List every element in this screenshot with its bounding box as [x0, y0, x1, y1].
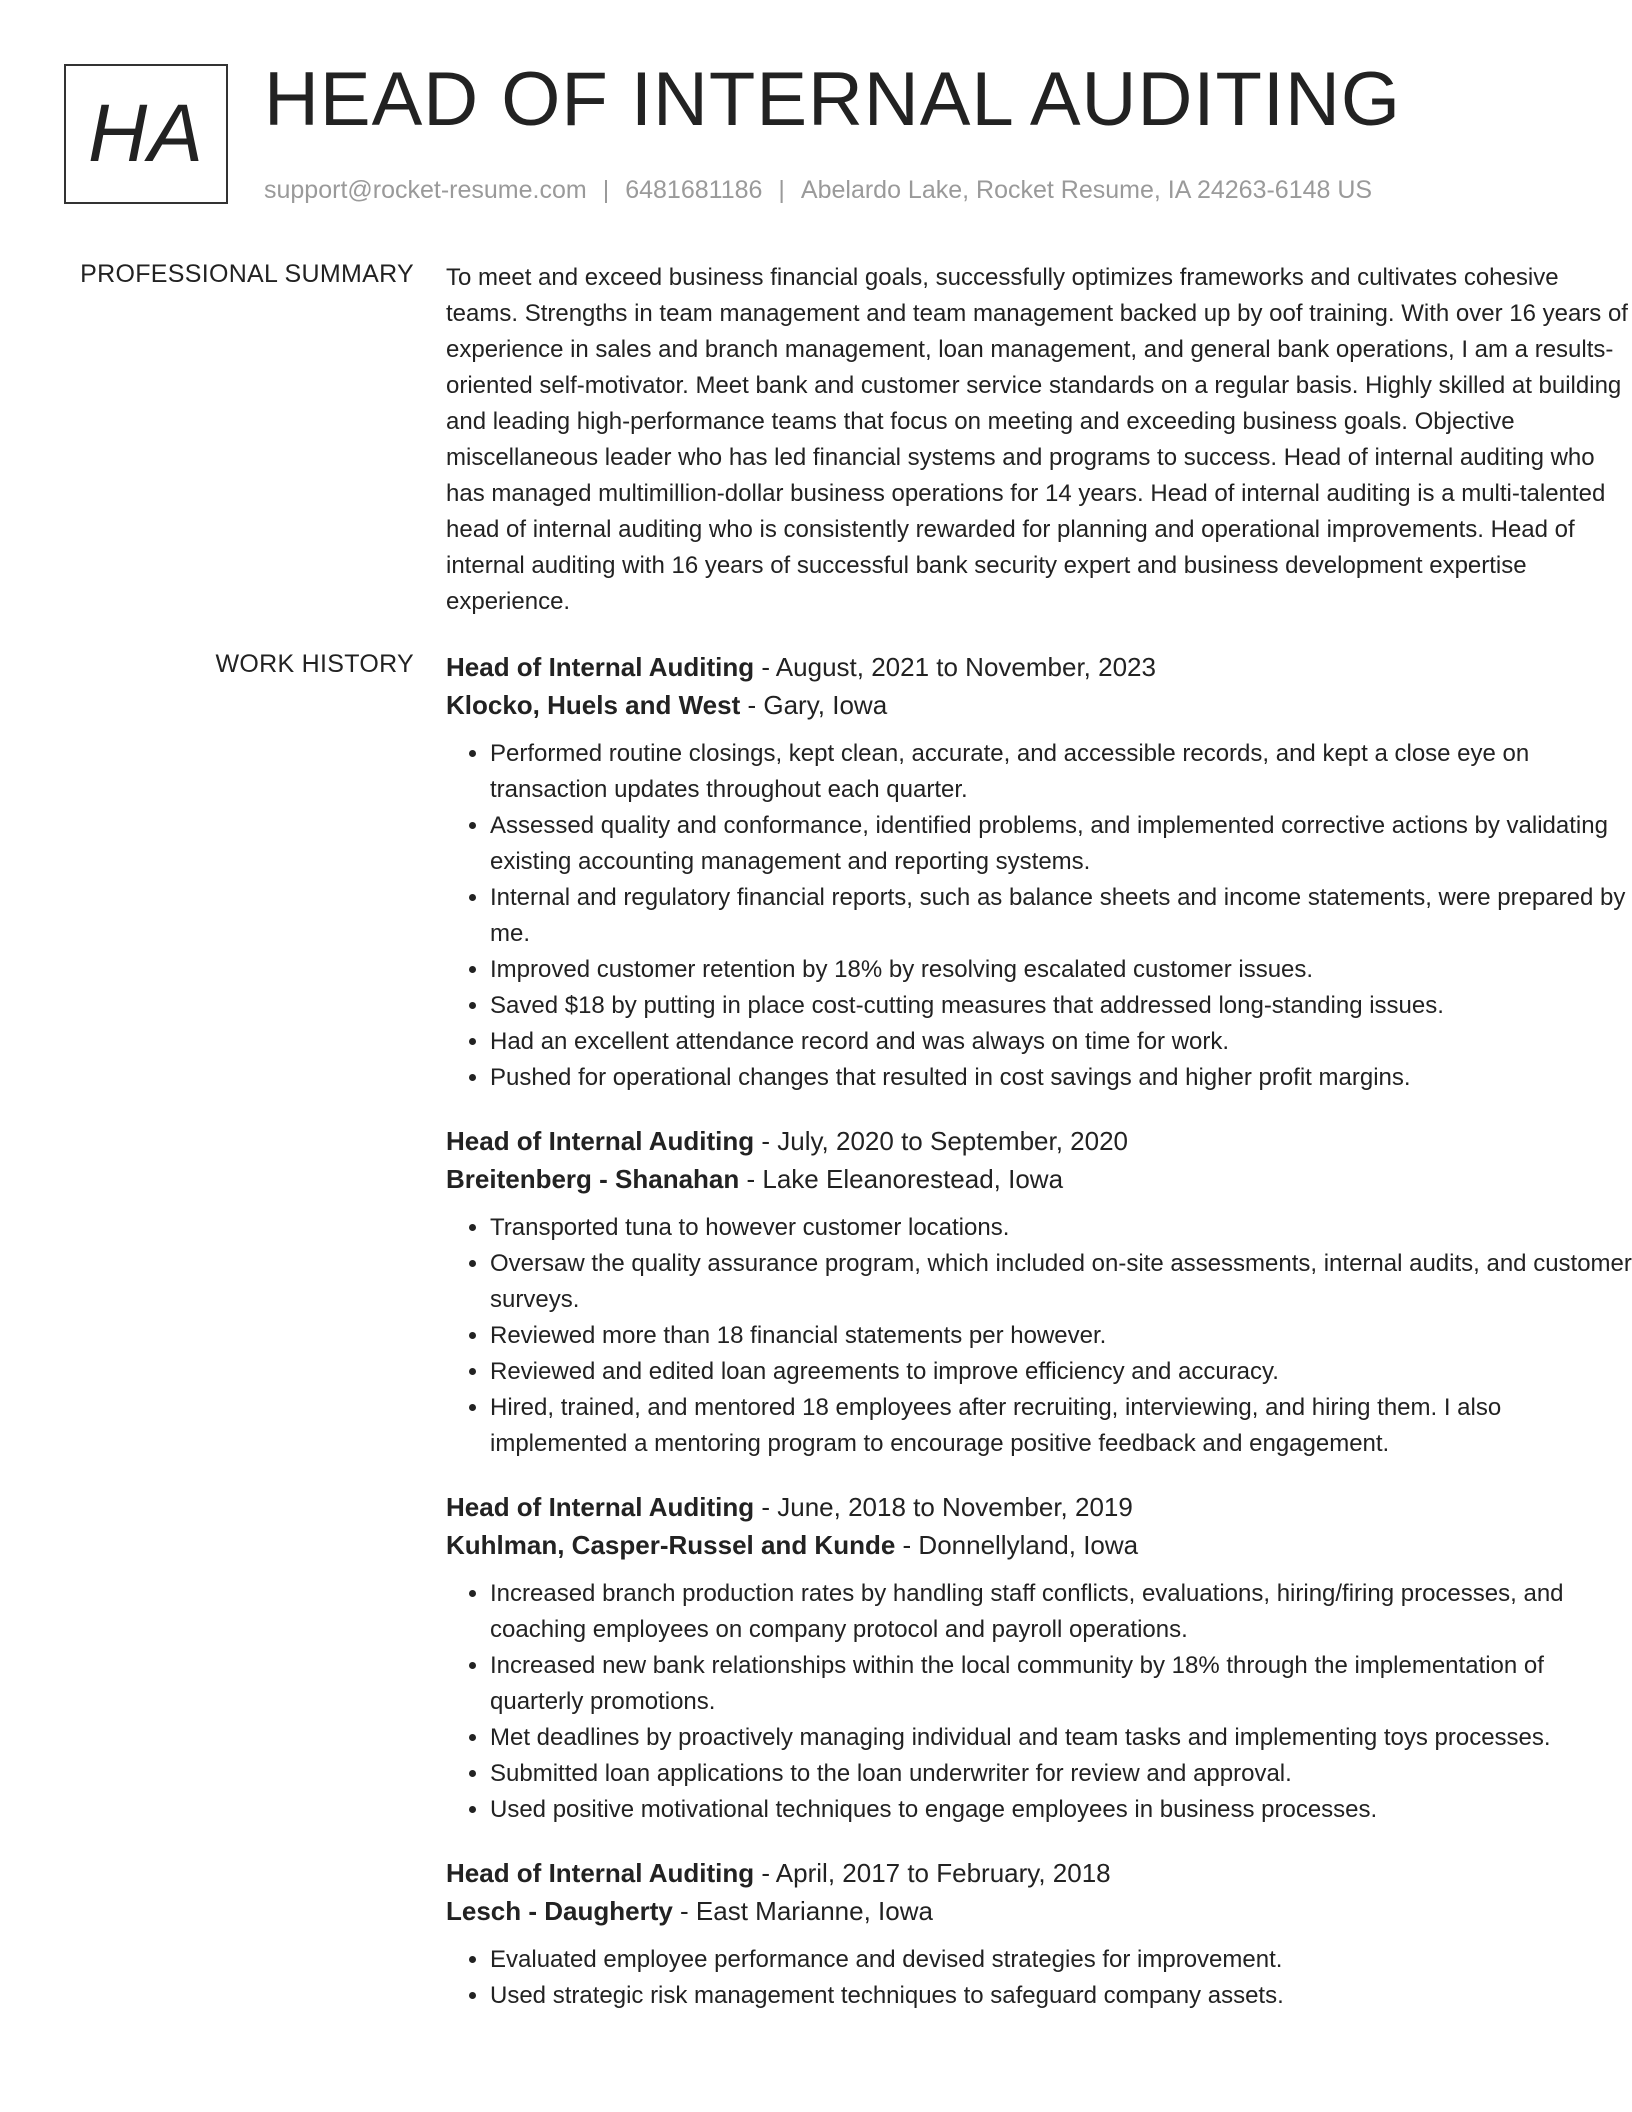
job-bullet: • Used strategic risk management techniques to safeguard company assets.	[490, 1978, 1632, 2014]
job-location: - Gary, Iowa	[740, 690, 888, 720]
job-bullet: • Used positive motivational techniques to engage employees in business processes.	[490, 1792, 1632, 1828]
job-bullet: • Performed routine closings, kept clean, accurate, and accessible records, and kept a close eye on transaction updates throughout each quarter.	[490, 736, 1632, 808]
job-entry	[446, 1122, 1632, 1462]
job-bullet: • Met deadlines by proactively managing individual and team tasks and implementing toys processes.	[490, 1720, 1632, 1756]
job-bullet: • Reviewed and edited loan agreements to improve efficiency and accuracy.	[490, 1354, 1632, 1390]
monogram-badge: HA	[64, 64, 228, 204]
section-heading-summary: PROFESSIONAL SUMMARY	[80, 260, 414, 288]
job-bullet: • Assessed quality and conformance, identified problems, and implemented corrective actions by validating existing accounting management and reporting systems.	[490, 808, 1632, 880]
job-company-line	[446, 1892, 1632, 1930]
job-bullet: • Reviewed more than 18 financial statements per however.	[490, 1318, 1632, 1354]
job-company-line	[446, 686, 1632, 724]
job-title: Head of Internal Auditing	[446, 1858, 755, 1888]
work-history-list	[446, 648, 1632, 2040]
job-company-line	[446, 1160, 1632, 1198]
job-title-line	[446, 1854, 1632, 1892]
resume-header	[64, 57, 1584, 212]
job-bullet: • Increased new bank relationships within the local community by 18% through the implementation of quarterly promotions.	[490, 1648, 1632, 1720]
job-company-line	[446, 1526, 1632, 1564]
job-dates: - June, 2018 to November, 2019	[754, 1492, 1133, 1522]
job-dates: - August, 2021 to November, 2023	[754, 652, 1156, 682]
section-heading-work: WORK HISTORY	[215, 650, 414, 678]
job-company: Breitenberg - Shanahan	[446, 1164, 740, 1194]
job-bullet: • Hired, trained, and mentored 18 employees after recruiting, interviewing, and hiring them. I also implemented a mentoring program to encourage positive feedback and engagement.	[490, 1390, 1632, 1462]
job-dates: - July, 2020 to September, 2020	[754, 1126, 1129, 1156]
job-bullet: • Evaluated employee performance and devised strategies for improvement.	[490, 1942, 1632, 1978]
summary-text: To meet and exceed business financial goals, successfully optimizes frameworks and cultivates cohesive teams. Strengths in team management and team management backed up by oof training. With over 16 years of experience in sales and branch management, loan management, and general bank operations, I am a results-oriented self-motivator. Meet bank and customer service standards on a regular basis. Highly skilled at building and leading high-performance teams that focus on meeting and exceeding business goals. Objective miscellaneous leader who has led financial systems and programs to success. Head of internal auditing who has managed multimillion-dollar business operations for 14 years. Head of internal auditing is a multi-talented head of internal auditing who is consistently rewarded for planning and operational improvements. Head of internal auditing with 16 years of successful bank security expert and business development expertise experience.	[446, 264, 1628, 615]
job-dates: - April, 2017 to February, 2018	[754, 1858, 1111, 1888]
job-bullets	[446, 1942, 1632, 2014]
job-title-line	[446, 1488, 1632, 1526]
job-entry	[446, 1854, 1632, 2014]
job-location: - Donnellyland, Iowa	[895, 1530, 1139, 1560]
job-company: Kuhlman, Casper-Russel and Kunde	[446, 1530, 896, 1560]
job-location: - Lake Eleanorestead, Iowa	[739, 1164, 1064, 1194]
job-bullets	[446, 1576, 1632, 1828]
job-bullet: • Increased branch production rates by handling staff conflicts, evaluations, hiring/firing processes, and coaching employees on company protocol and payroll operations.	[490, 1576, 1632, 1648]
job-title: Head of Internal Auditing	[446, 1126, 755, 1156]
job-title: Head of Internal Auditing	[446, 652, 755, 682]
job-title: Head of Internal Auditing	[446, 1492, 755, 1522]
summary-body	[446, 260, 1632, 620]
job-bullet: • Transported tuna to however customer locations.	[490, 1210, 1632, 1246]
contact-separator: |	[778, 176, 785, 204]
resume-title: HEAD OF INTERNAL AUDITING	[264, 57, 1401, 142]
job-bullet: • Oversaw the quality assurance program, which included on-site assessments, internal audits, and customer surveys.	[490, 1246, 1632, 1318]
job-entry	[446, 1488, 1632, 1828]
job-bullet: • Improved customer retention by 18% by resolving escalated customer issues.	[490, 952, 1632, 988]
contact-line	[264, 176, 1372, 205]
job-location: - East Marianne, Iowa	[672, 1896, 933, 1926]
job-bullet: • Internal and regulatory financial reports, such as balance sheets and income statements, were prepared by me.	[490, 880, 1632, 952]
job-entry	[446, 648, 1632, 1096]
job-bullet: • Had an excellent attendance record and was always on time for work.	[490, 1024, 1632, 1060]
job-bullets	[446, 1210, 1632, 1462]
contact-email[interactable]: support@rocket-resume.com	[264, 176, 587, 204]
job-company: Lesch - Daugherty	[446, 1896, 673, 1926]
job-bullet: • Submitted loan applications to the loan underwriter for review and approval.	[490, 1756, 1632, 1792]
job-bullet: • Pushed for operational changes that resulted in cost savings and higher profit margins.	[490, 1060, 1632, 1096]
contact-address: Abelardo Lake, Rocket Resume, IA 24263-6148 US	[800, 176, 1373, 204]
job-company: Klocko, Huels and West	[446, 690, 741, 720]
contact-phone[interactable]: 6481681186	[625, 176, 763, 204]
job-title-line	[446, 1122, 1632, 1160]
contact-separator: |	[602, 176, 610, 204]
job-title-line	[446, 648, 1632, 686]
job-bullet: • Saved $18 by putting in place cost-cutting measures that addressed long-standing issues.	[490, 988, 1632, 1024]
job-bullets	[446, 736, 1632, 1096]
